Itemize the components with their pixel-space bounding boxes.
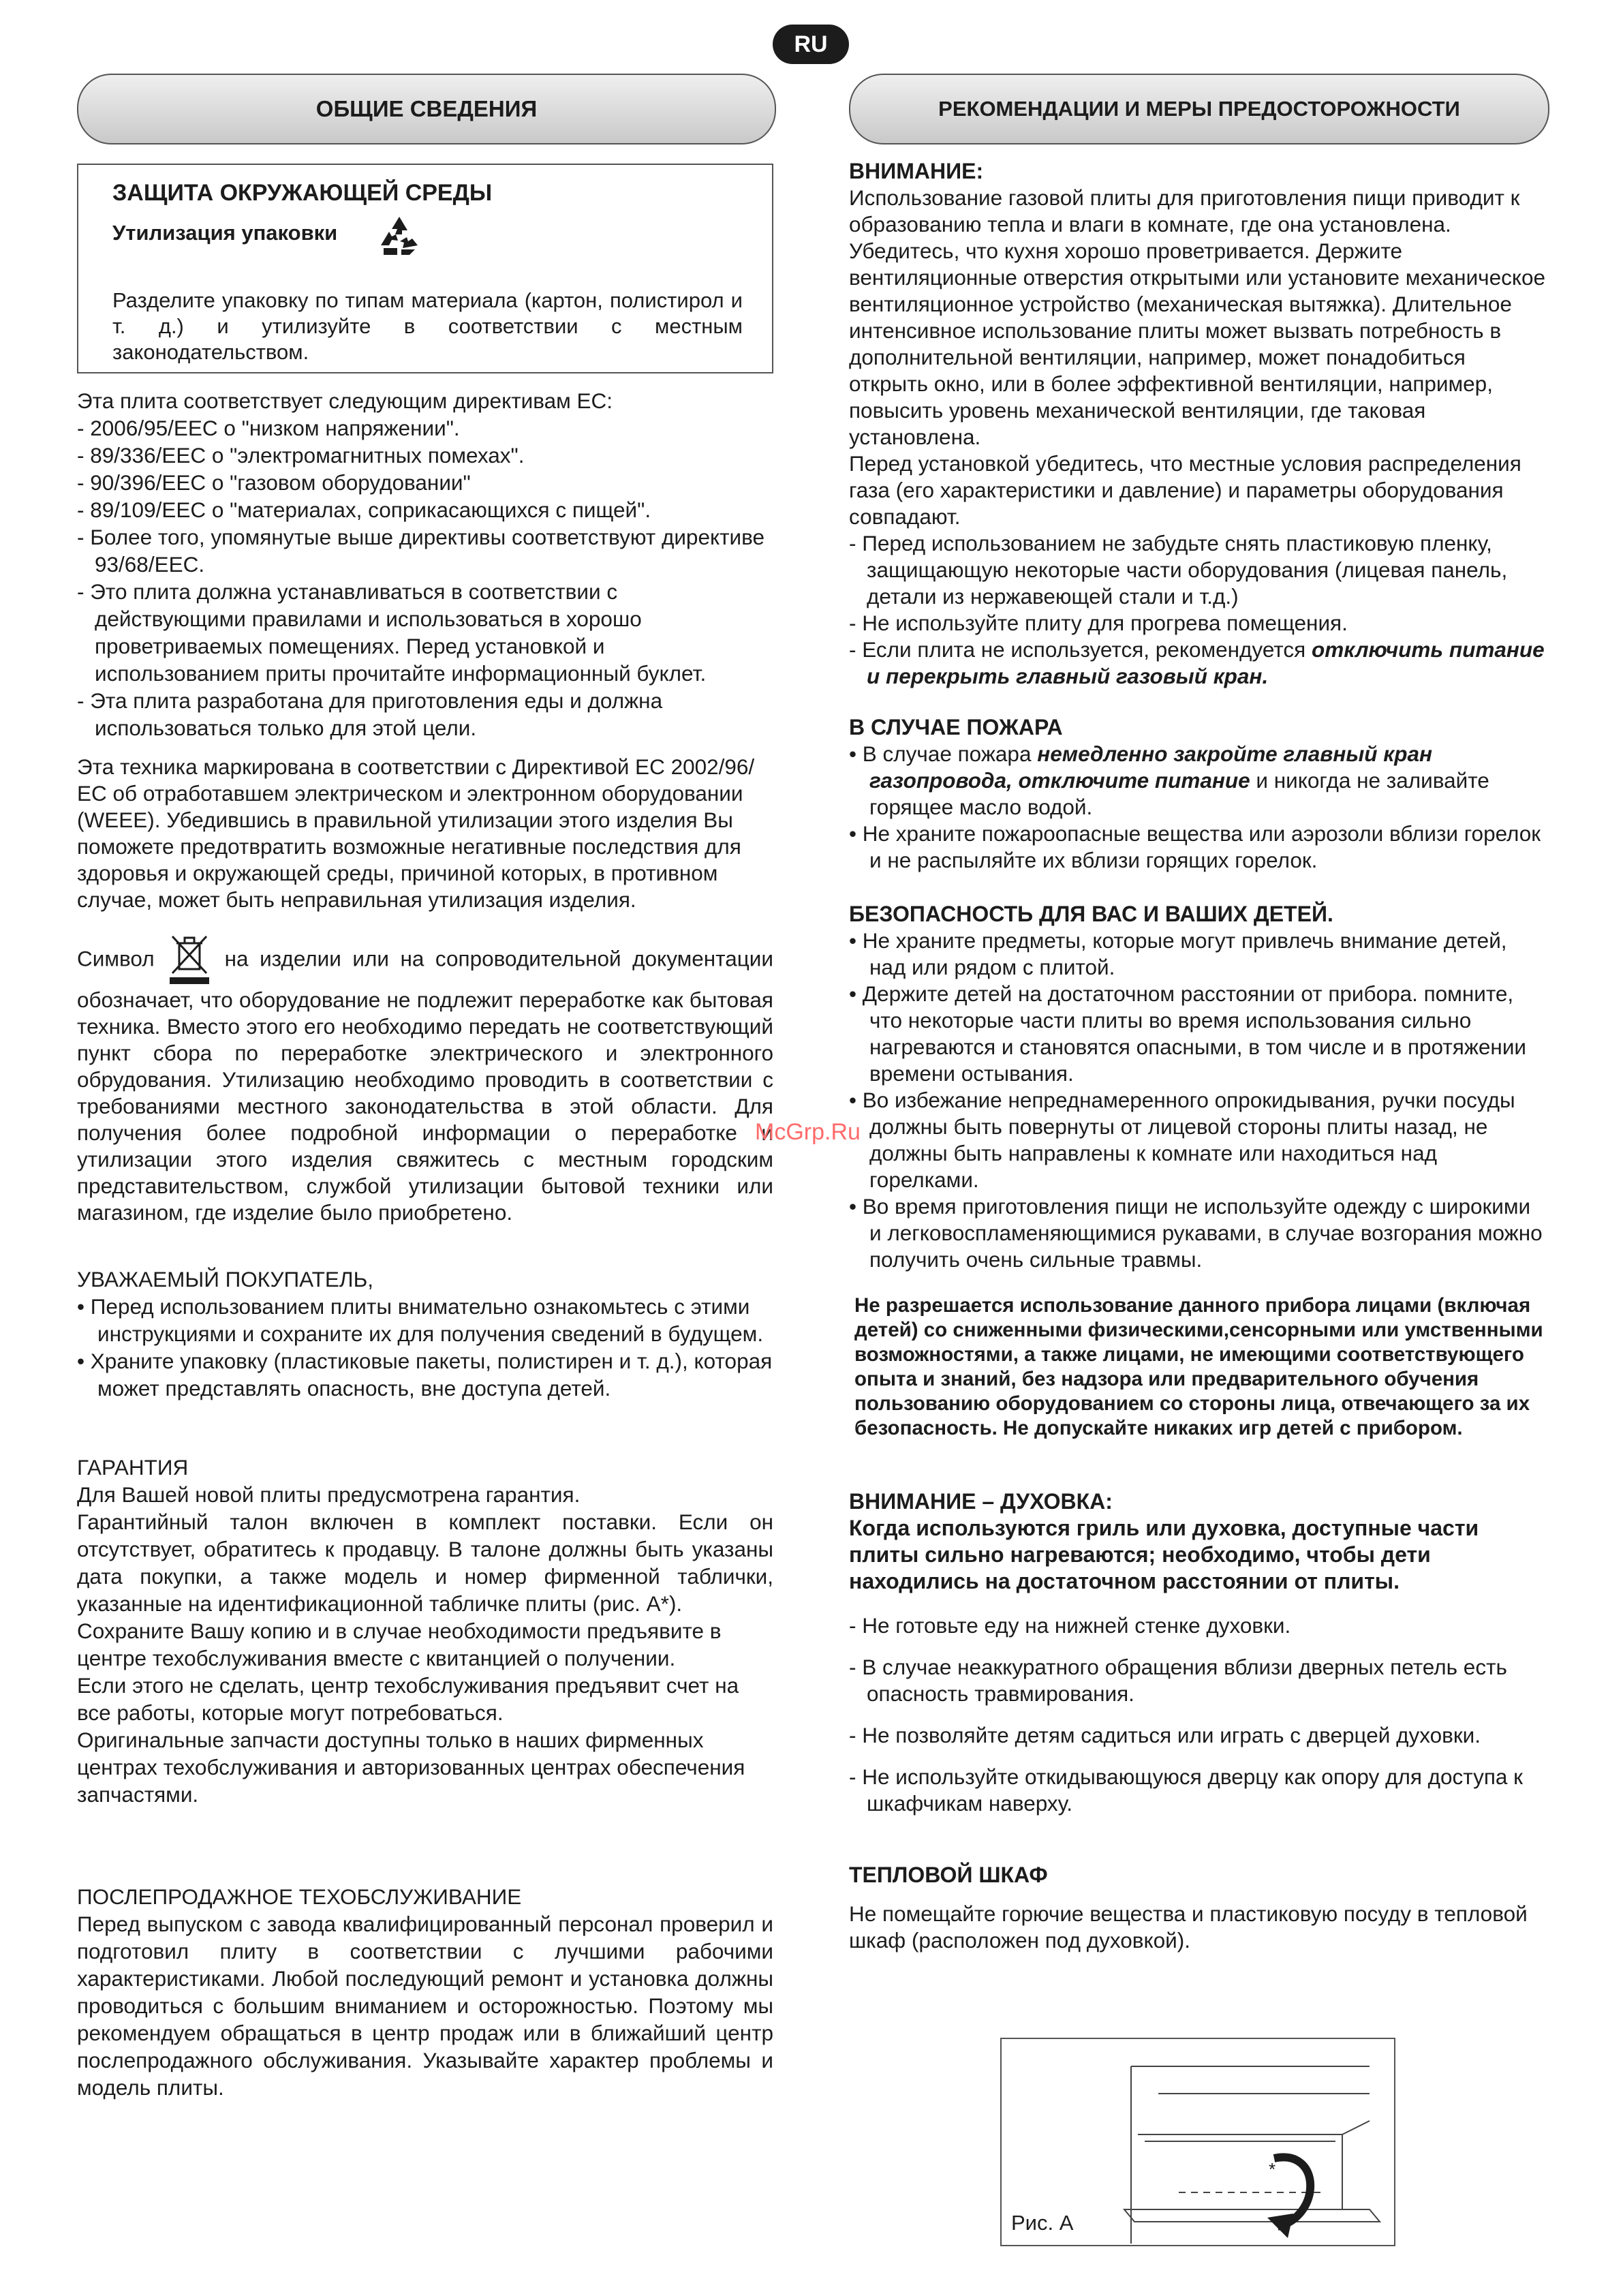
- watermark: McGrp.Ru: [755, 1119, 861, 1145]
- right-column-body: [849, 158, 1548, 1954]
- directive-item: - 2006/95/EEC о "низком напряжении".: [77, 416, 460, 440]
- environment-box: [77, 164, 773, 373]
- recycle-icon: [377, 214, 422, 258]
- figure-caption: Рис. А: [1011, 2211, 1074, 2235]
- fire-item-text: • В случае пожара: [849, 741, 1032, 766]
- directive-item: - 89/109/EEC о "материалах, соприкасающихся с пищей".: [77, 498, 651, 522]
- symbol-text-start: Символ: [77, 946, 155, 971]
- service-title: ПОСЛЕПРОДАЖНОЕ ТЕХОБСЛУЖИВАНИЕ: [77, 1884, 522, 1909]
- attention-title: ВНИМАНИЕ:: [849, 159, 984, 183]
- attention-item-emphasis: отключить питание и перекрыть главный газовый кран.: [867, 637, 1545, 688]
- oven-item: - Не используйте откидывающуюся дверцу как опору для доступа к шкафчикам наверху.: [849, 1764, 1523, 1816]
- weee-paragraph: Эта техника маркирована в соответствии с Директивой ЕС 2002/96/ЕС об отработавшем электрическом и электронном оборудовании (WEEE). Убедившись в правильной утилизации этого изделия Вы поможете предотвратить возможные негативные последствия для здоровья и окружающей среды, причиной которых, в противном случае, может быть неправильная утилизация изделия.: [77, 754, 755, 912]
- left-column-body: [77, 387, 773, 2101]
- symbol-paragraph: [77, 934, 773, 1226]
- fire-item-text-end: и никогда не заливайте горящее масло водой.: [869, 768, 1489, 819]
- directive-item: - Эта плита разработана для приготовления еды и должна использоваться только для этой цели.: [77, 688, 663, 740]
- fire-item-emphasis: немедленно закройте главный кран газопровода, отключите питание: [869, 741, 1432, 793]
- oven-lead: Когда используются гриль или духовка, доступные части плиты сильно нагреваются; необходимо, чтобы дети находились на достаточном расстоянии от плиты.: [849, 1516, 1479, 1593]
- directives-list: [77, 387, 773, 741]
- attention-item: - Не используйте плиту для прогрева помещения.: [849, 611, 1348, 635]
- warranty-line: Для Вашей новой плиты предусмотрена гарантия.: [77, 1482, 581, 1507]
- right-section-header: РЕКОМЕНДАЦИИ И МЕРЫ ПРЕДОСТОРОЖНОСТИ: [849, 74, 1549, 144]
- packaging-subtitle: Утилизация упаковки: [112, 221, 338, 245]
- service-section: [77, 1883, 773, 2101]
- attention-item: - Перед использованием не забудьте снять пластиковую пленку, защищающую некоторые части оборудования (лицевая панель, детали из нержавеющей стали и т.д.): [849, 531, 1508, 609]
- restriction-notice: Не разрешается использование данного прибора лицами (включая детей) со сниженными физическими,сенсорными или умственными возможностями, а также лицами, не имеющими соответствующего опыта и знаний, без надзора или предварительного обучения пользованию оборудованием со стороны лица, отвечающего за их безопасность. Не допускайте никаких игр детей с прибором.: [854, 1294, 1543, 1439]
- customer-section: [77, 1266, 773, 1402]
- symbol-text-rest: на изделии или на сопроводительной документации обозначает, что оборудование не подлежит переработке как бытовая техника. Вместо этого его необходимо передать не соответствующий пункт сбора по переработке электрического и электронного обрудования. Утилизацию необходимо проводить в соответствии с требованиями местного законодательства в этой области. Для получения более подробной информации о переработке и утилизации этого изделия свяжитесь с местным городским представительством, службой утилизации бытовой техники или магазином, где изделие было приобретено.: [77, 946, 773, 1225]
- warranty-title: ГАРАНТИЯ: [77, 1455, 189, 1480]
- left-section-header: ОБЩИЕ СВЕДЕНИЯ: [77, 74, 776, 144]
- oven-item: - Не позволяйте детям садиться или играть с дверцей духовки.: [849, 1723, 1481, 1747]
- directive-item: - Более того, упомянутые выше директивы соответствуют директиве 93/68/EEC.: [77, 525, 765, 577]
- customer-item: • Перед использованием плиты внимательно ознакомьтесь с этими инструкциями и сохраните их для получения сведений в будущем.: [77, 1294, 764, 1346]
- kids-item: • Не храните предметы, которые могут привлечь внимание детей, над или рядом с плитой.: [849, 928, 1507, 979]
- warm-text: Не помещайте горючие вещества и пластиковую посуду в тепловой шкаф (расположен под духовкой).: [849, 1901, 1528, 1953]
- crossed-bin-icon: [166, 934, 213, 987]
- warm-title: ТЕПЛОВОЙ ШКАФ: [849, 1863, 1048, 1887]
- attention-item-text: - Если плита не используется, рекомендуется: [849, 637, 1306, 662]
- kids-item: • Во время приготовления пищи не используйте одежду с широкими и легковоспламеняющимися рукавами, в случае возгорания можно получить очень сильные травмы.: [849, 1194, 1543, 1272]
- kids-item: • Держите детей на достаточном расстоянии от прибора. помните, что некоторые части плиты во время использования сильно нагреваются и становятся опасными, в том числе и в протяжении времени остывания.: [849, 981, 1527, 1086]
- fire-item: [849, 741, 1548, 821]
- warranty-section: [77, 1454, 773, 1808]
- oven-title: ВНИМАНИЕ – ДУХОВКА:: [849, 1489, 1113, 1514]
- fire-title: В СЛУЧАЕ ПОЖАРА: [849, 715, 1063, 739]
- directive-item: - Это плита должна устанавливаться в соответствии с действующими правилами и использоваться в хорошо проветриваемых помещениях. Перед установкой и использованием приты прочитайте информационный буклет.: [77, 579, 707, 686]
- directive-item: - 89/336/EEC о "электромагнитных помехах".: [77, 443, 525, 468]
- figure-a: [1000, 2038, 1395, 2246]
- environment-title: ЗАЩИТА ОКРУЖАЮЩЕЙ СРЕДЫ: [112, 180, 493, 206]
- warranty-line: Оригинальные запчасти доступны только в наших фирменных центрах техобслуживания и авторизованных центрах обеспечения запчастями.: [77, 1728, 745, 1807]
- customer-item: • Храните упаковку (пластиковые пакеты, полистирен и т. д.), которая может представлять опасность, вне доступа детей.: [77, 1349, 773, 1400]
- directive-item: - 90/396/EEC о "газовом оборудовании": [77, 470, 471, 495]
- kids-item: • Во избежание непреднамеренного опрокидывания, ручки посуды должны быть повернуты от лицевой стороны плиты назад, не должны быть направлены к комнате или находиться над горелками.: [849, 1088, 1515, 1192]
- service-text: Перед выпуском с завода квалифицированный персонал проверил и подготовил плиту в соответствии с лучшими рабочими характеристиками. Любой последующий ремонт и установка должны проводиться с большим вниманием и осторожностью. Поэтому мы рекомендуем обращаться в центр продаж или в ближайший центр послепродажного обслуживания. Указывайте характер проблемы и модель плиты.: [77, 1912, 773, 2100]
- kids-title: БЕЗОПАСНОСТЬ ДЛЯ ВАС И ВАШИХ ДЕТЕЙ.: [849, 902, 1333, 926]
- gas-paragraph: Перед установкой убедитесь, что местные условия распределения газа (его характеристики и давление) и параметры оборудования совпадают.: [849, 451, 1521, 529]
- oven-item: - В случае неаккуратного обращения вблизи дверных петель есть опасность травмирования.: [849, 1655, 1507, 1706]
- environment-text: Разделите упаковку по типам материала (картон, полистирол и т. д.) и утилизуйте в соответствии с местным законодательством.: [112, 288, 743, 364]
- attention-item: [849, 637, 1548, 690]
- language-badge: RU: [773, 25, 849, 64]
- customer-title: УВАЖАЕМЫЙ ПОКУПАТЕЛЬ,: [77, 1267, 374, 1291]
- directives-intro: Эта плита соответствует следующим директивам ЕС:: [77, 388, 613, 413]
- warranty-line: Гарантийный талон включен в комплект поставки. Если он отсутствует, обратитесь к продавцу. В талоне должны быть указаны дата покупки, а также модель и номер фирменной таблички, указанные на идентификационной табличке плиты (рис. А*).: [77, 1510, 773, 1616]
- oven-item: - Не готовьте еду на нижней стенке духовки.: [849, 1613, 1291, 1638]
- attention-paragraph: Использование газовой плиты для приготовления пищи приводит к образованию тепла и влаги в комнате, где она установлена. Убедитесь, что кухня хорошо проветривается. Держите вентиляционные отверстия открытыми или установите механическое вентиляционное устройство (механическая вытяжка). Длительное интенсивное использование плиты может вызвать потребность в дополнительной вентиляции, например, может понадобиться открыть окно, или в более эффективной вентиляции, например, повысить уровень механической вентиляции, где таковая установлена.: [849, 185, 1546, 449]
- warranty-line: Если этого не сделать, центр техобслуживания предъявит счет на все работы, которые могут потребоваться.: [77, 1673, 739, 1725]
- fire-item: • Не храните пожароопасные вещества или аэрозоли вблизи горелок и не распыляйте их вблизи горящих горелок.: [849, 821, 1541, 872]
- warranty-line: Сохраните Вашу копию и в случае необходимости предъявите в центре техобслуживания вместе с квитанцией о получении.: [77, 1619, 722, 1670]
- figure-asterisk: *: [1269, 2159, 1276, 2179]
